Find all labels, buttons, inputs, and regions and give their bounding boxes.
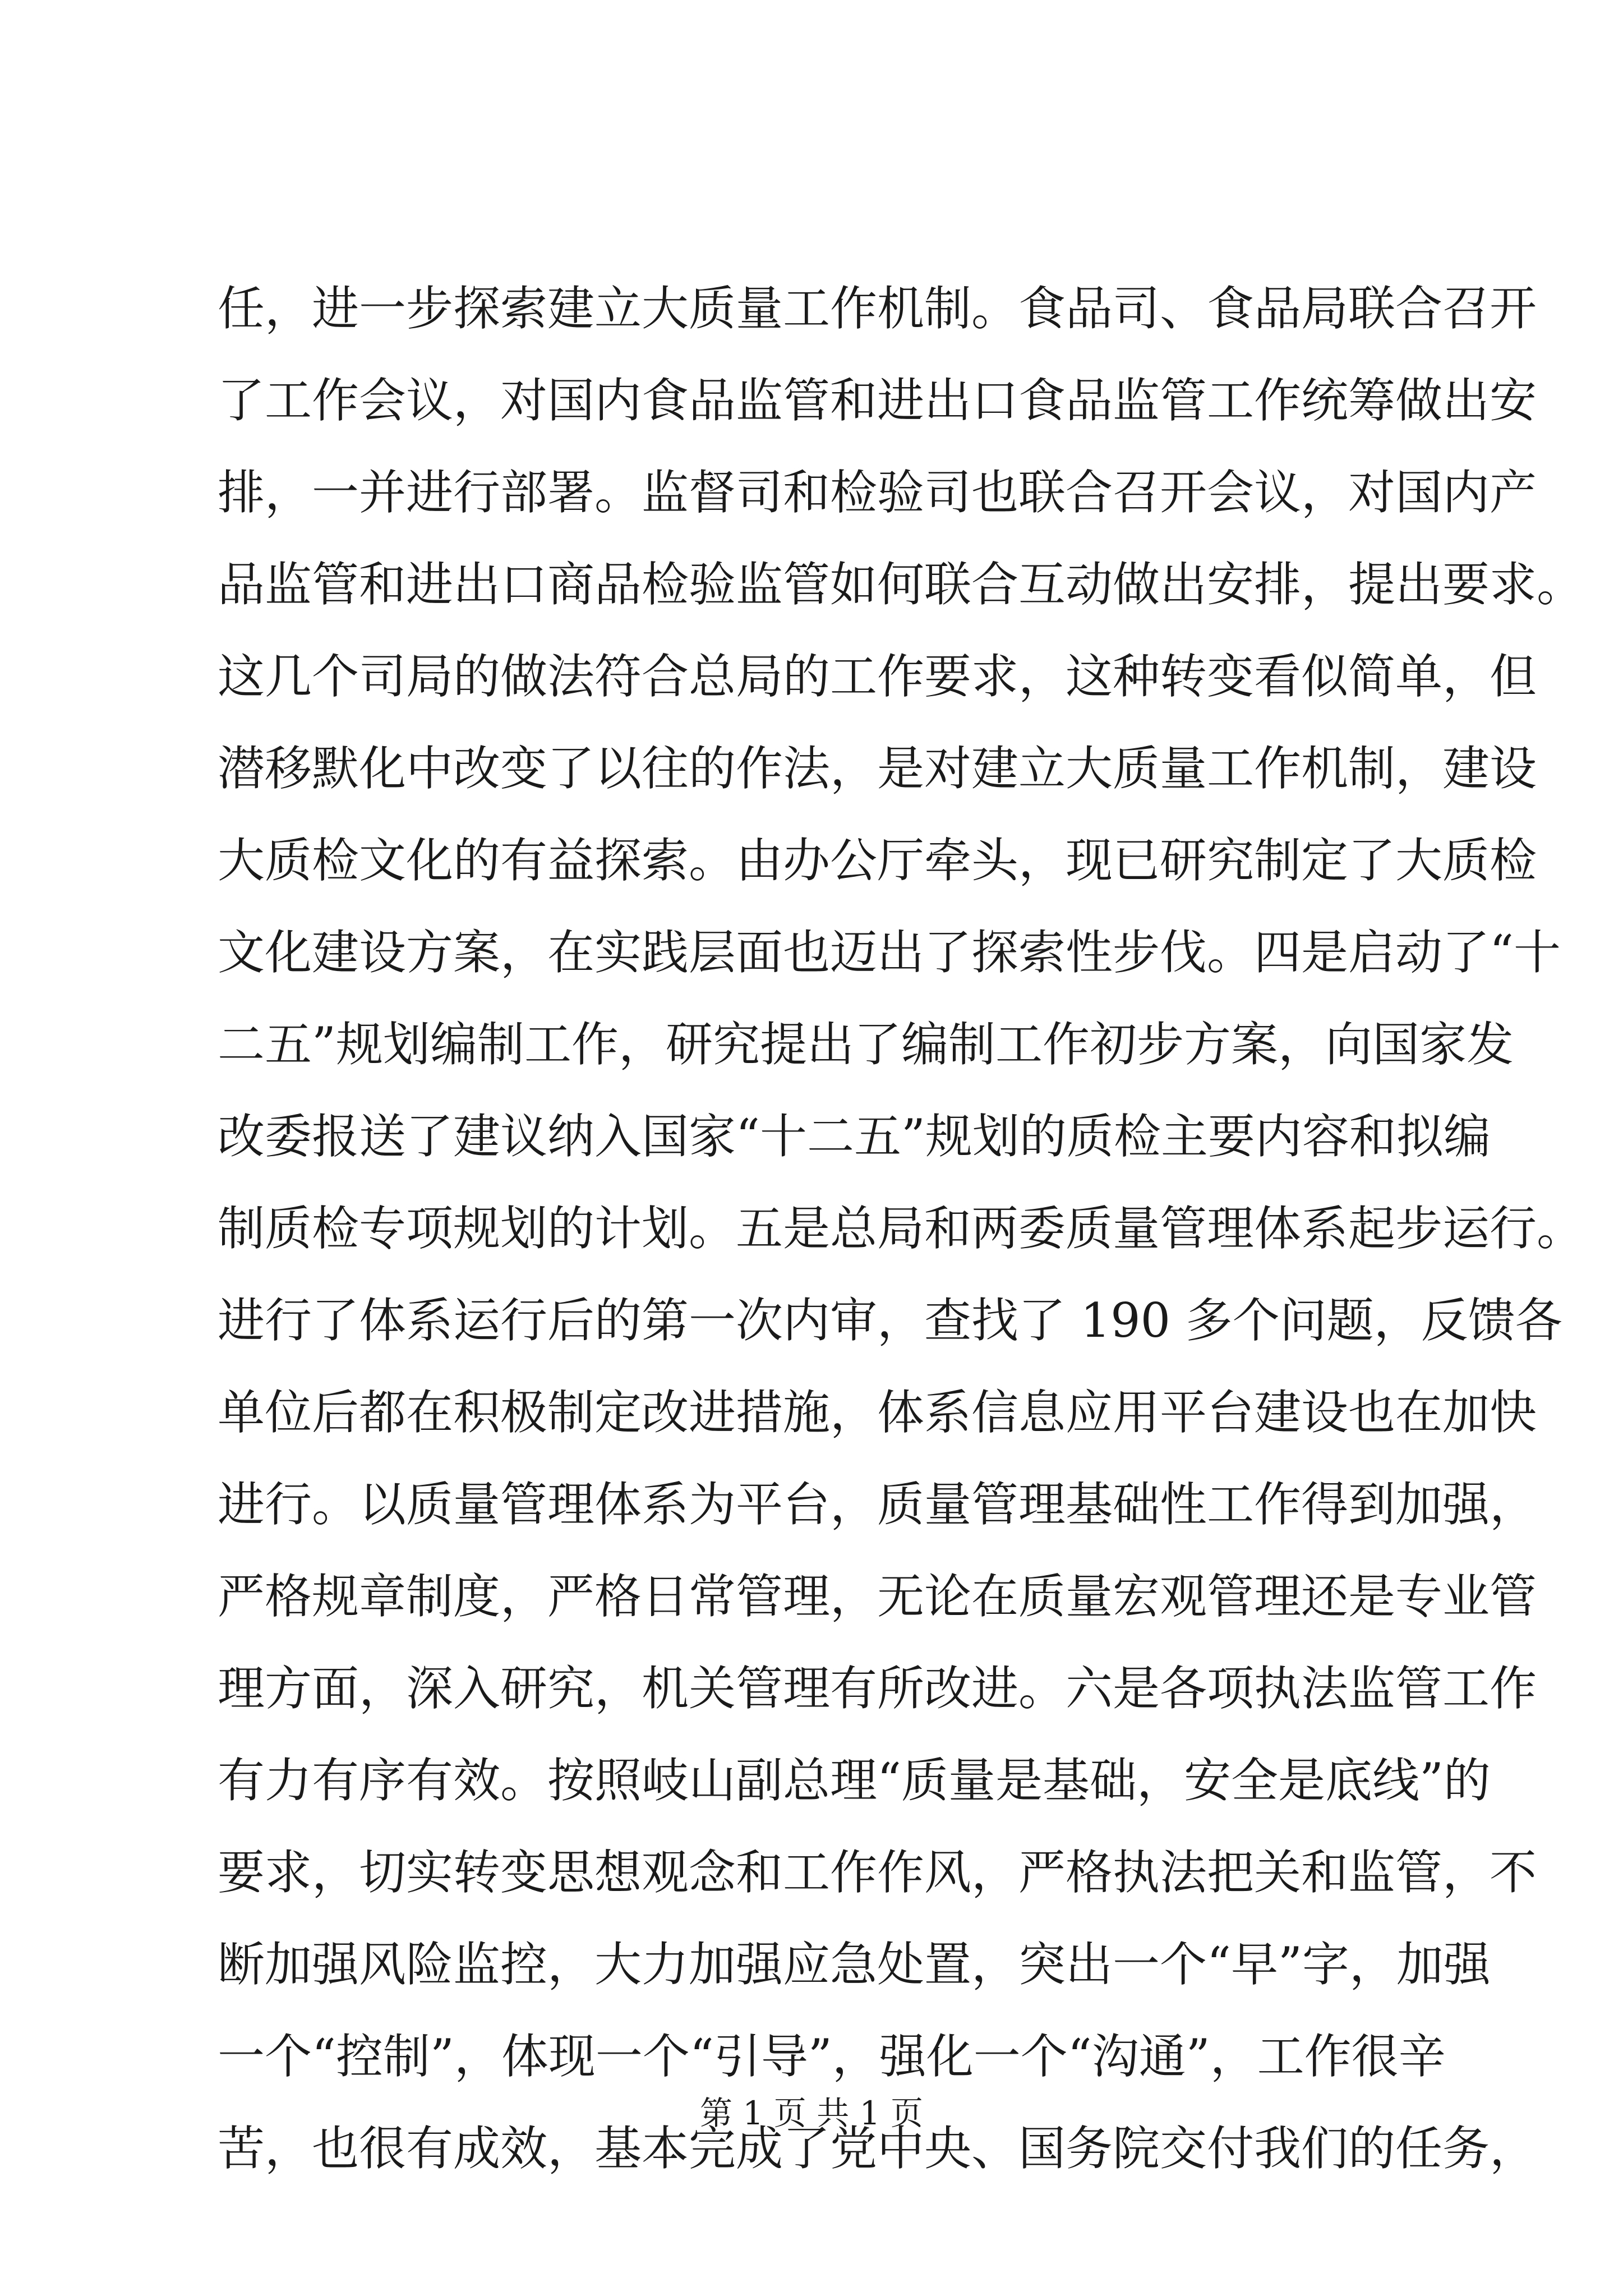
text-line: 潜移默化中改变了以往的作法，是对建立大质量工作机制，建设 xyxy=(218,741,1537,796)
text-line: 了工作会议，对国内食品监管和进出口食品监管工作统筹做出安 xyxy=(218,373,1537,428)
text-line: 单位后都在积极制定改进措施，体系信息应用平台建设也在加快 xyxy=(218,1385,1537,1440)
text-line: 断加强风险监控，大力加强应急处置，突出一个“早”字，加强 xyxy=(218,1937,1491,1992)
text-line: 进行。以质量管理体系为平台，质量管理基础性工作得到加强， xyxy=(218,1477,1537,1532)
text-line: 苦，也很有成效，基本完成了党中央、国务院交付我们的任务， xyxy=(218,2121,1537,2176)
text-line: 这几个司局的做法符合总局的工作要求，这种转变看似简单，但 xyxy=(218,649,1537,704)
text-line: 文化建设方案，在实践层面也迈出了探索性步伐。四是启动了“十 xyxy=(218,925,1561,980)
text-line: 理方面，深入研究，机关管理有所改进。六是各项执法监管工作 xyxy=(218,1661,1537,1716)
text-line: 制质检专项规划的计划。五是总局和两委质量管理体系起步运行。 xyxy=(218,1201,1584,1256)
text-line: 有力有序有效。按照岐山副总理“质量是基础，安全是底线”的 xyxy=(218,1753,1491,1808)
text-line: 二五”规划编制工作，研究提出了编制工作初步方案，向国家发 xyxy=(218,1017,1514,1072)
text-line: 严格规章制度，严格日常管理，无论在质量宏观管理还是专业管 xyxy=(218,1569,1537,1624)
text-line: 大质检文化的有益探索。由办公厅牵头，现已研究制定了大质检 xyxy=(218,833,1537,888)
text-line: 一个“控制”，体现一个“引导”，强化一个“沟通”，工作很辛 xyxy=(218,2029,1446,2084)
text-line: 任，进一步探索建立大质量工作机制。食品司、食品局联合召开 xyxy=(218,281,1537,336)
text-line: 要求，切实转变思想观念和工作作风，严格执法把关和监管，不 xyxy=(218,1845,1537,1900)
text-line: 排，一并进行部署。监督司和检验司也联合召开会议，对国内产 xyxy=(218,465,1537,520)
text-line: 品监管和进出口商品检验监管如何联合互动做出安排，提出要求。 xyxy=(218,557,1584,612)
text-line: 改委报送了建议纳入国家“十二五”规划的质检主要内容和拟编 xyxy=(218,1109,1491,1164)
document-body xyxy=(218,263,1584,2194)
page-number-footer: 第 1 页 共 1 页 xyxy=(700,2094,923,2132)
text-line: 进行了体系运行后的第一次内审，查找了 190 多个问题，反馈各 xyxy=(218,1293,1562,1348)
